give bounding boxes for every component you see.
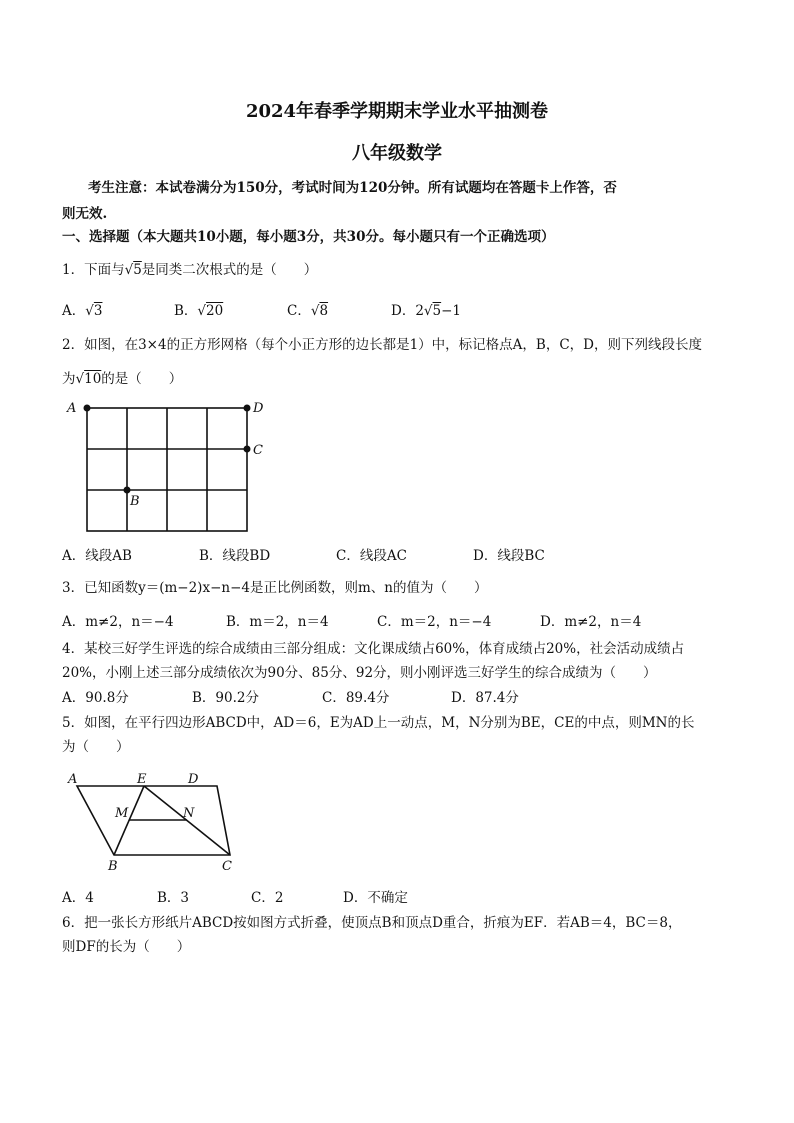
question-2-line-1: 2．如图，在3×4的正方形网格（每个小正方形的边长都是1）中，标记格点A，B，C，D，则下列线段长度 <box>62 337 702 353</box>
label-a: A <box>68 772 78 787</box>
q5-parallelogram-figure <box>62 768 252 876</box>
q1-option-d[interactable]: D．2√5−1 <box>391 303 462 319</box>
point-d-dot <box>244 405 251 412</box>
q4-option-a[interactable]: A．90.8分 <box>62 690 129 706</box>
label-b: B <box>108 859 118 874</box>
q3-option-c[interactable]: C．m＝2，n＝−4 <box>377 614 492 630</box>
question-5-line-2: 为（ ） <box>62 739 130 755</box>
question-6-line-1: 6．把一张长方形纸片ABCD按如图方式折叠，使顶点B和顶点D重合，折痕为EF．若AB＝4，BC＝8， <box>62 915 682 931</box>
label-n: N <box>183 806 195 821</box>
point-a-dot <box>84 405 91 412</box>
notice-line-1: 考生注意：本试卷满分为150分，考试时间为120分钟。所有试题均在答题卡上作答，否 <box>88 180 617 196</box>
q1-text-post: 是同类二次根式的是（ ） <box>141 262 318 278</box>
q1-sqrt-symbol: √ <box>124 262 134 278</box>
point-b-dot <box>124 487 131 494</box>
q1-option-a-radicand: 3 <box>93 303 103 319</box>
label-m: M <box>115 806 129 821</box>
section-heading: 一、选择题（本大题共10小题，每小题3分，共30分。每小题只有一个正确选项） <box>62 229 555 245</box>
q1-option-b[interactable]: B．√20 <box>174 303 224 319</box>
label-d: D <box>253 401 264 416</box>
q2-option-a[interactable]: A．线段AB <box>62 548 132 564</box>
q5-figure-lines <box>77 786 230 855</box>
q4-option-b[interactable]: B．90.2分 <box>192 690 259 706</box>
q1-option-a[interactable]: A．√3 <box>62 303 103 319</box>
q5-option-a[interactable]: A．4 <box>62 890 94 906</box>
q1-option-b-radicand: 20 <box>206 303 224 319</box>
q1-option-d-coef: 2 <box>415 303 424 319</box>
q3-option-d[interactable]: D．m≠2，n＝4 <box>540 614 642 630</box>
notice-line-2: 则无效. <box>62 206 108 222</box>
q4-option-d[interactable]: D．87.4分 <box>451 690 519 706</box>
question-3: 3．已知函数y＝(m−2)x−n−4是正比例函数，则m、n的值为（ ） <box>62 580 488 596</box>
q1-radicand: 5 <box>133 262 142 278</box>
question-2-line-2: 为√10的是（ ） <box>62 371 183 387</box>
question-4-line-2: 20%，小刚上述三部分成绩依次为90分、85分、92分，则小刚评选三好学生的综合成绩为（ ） <box>62 665 657 681</box>
q1-option-c-radicand: 8 <box>319 303 329 319</box>
q4-option-c[interactable]: C．89.4分 <box>322 690 390 706</box>
q3-option-a[interactable]: A．m≠2，n＝−4 <box>62 614 174 630</box>
label-a: A <box>67 401 77 416</box>
q1-text-pre: 1．下面与 <box>62 262 125 278</box>
page-subtitle: 八年级数学 <box>352 143 442 164</box>
q2-grid-figure <box>60 396 280 536</box>
q2-radicand: 10 <box>84 371 102 387</box>
label-b: B <box>130 494 140 509</box>
q1-option-a-label: A． <box>62 303 86 319</box>
q5-option-b[interactable]: B．3 <box>157 890 190 906</box>
question-6-line-2: 则DF的长为（ ） <box>62 939 191 955</box>
q2-text-post: 的是（ ） <box>101 371 183 387</box>
label-d: D <box>188 772 199 787</box>
point-c-dot <box>244 446 251 453</box>
label-c: C <box>222 859 232 874</box>
q2-text-pre: 为 <box>62 371 76 387</box>
q1-option-d-radicand: 5 <box>432 303 442 319</box>
question-1 <box>62 258 317 278</box>
label-c: C <box>253 443 263 458</box>
q2-option-b[interactable]: B．线段BD <box>199 548 271 564</box>
q1-option-b-label: B． <box>174 303 198 319</box>
label-e: E <box>137 772 147 787</box>
page-title: 2024年春季学期期末学业水平抽测卷 <box>245 101 549 122</box>
q5-option-d[interactable]: D．不确定 <box>343 890 408 906</box>
question-5-line-1: 5．如图，在平行四边形ABCD中，AD＝6，E为AD上一动点，M，N分别为BE，CE的中点，则MN的长 <box>62 715 695 731</box>
q5-option-c[interactable]: C．2 <box>251 890 284 906</box>
q1-option-d-post: −1 <box>441 303 462 319</box>
q2-option-d[interactable]: D．线段BC <box>473 548 545 564</box>
q2-grid-lines <box>87 408 247 531</box>
q1-option-c[interactable]: C．√8 <box>287 303 329 319</box>
q3-option-b[interactable]: B．m＝2，n＝4 <box>226 614 329 630</box>
q1-option-c-label: C． <box>287 303 311 319</box>
question-4-line-1: 4．某校三好学生评选的综合成绩由三部分组成：文化课成绩占60%，体育成绩占20%，社会活动成绩占 <box>62 641 685 657</box>
q2-option-c[interactable]: C．线段AC <box>336 548 407 564</box>
q1-option-d-label: D． <box>391 303 416 319</box>
